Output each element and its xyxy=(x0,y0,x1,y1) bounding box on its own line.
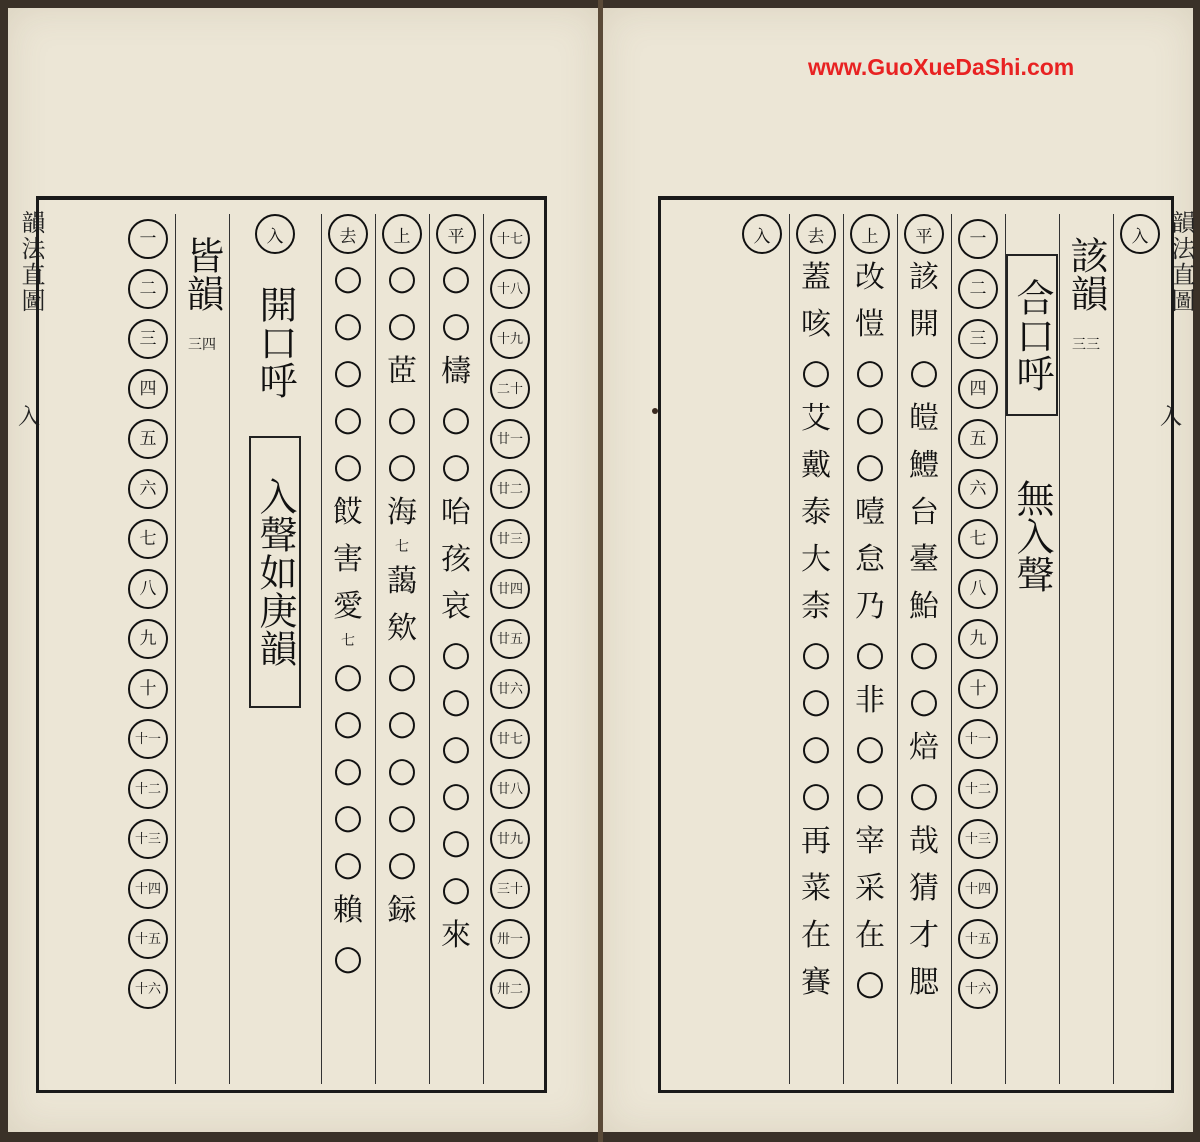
initial-number-slot xyxy=(956,814,1000,864)
rhyme-cell: ○ xyxy=(387,398,417,439)
watermark: www.GuoXueDaShi.com xyxy=(808,54,1075,80)
tone-circle: 去 xyxy=(796,214,836,254)
rhyme-cell: 才 xyxy=(909,917,939,953)
ru-tone-circle: 入 xyxy=(742,214,782,254)
rhyme-cell: 檮 xyxy=(441,353,471,389)
left-rhyme-name: 皆韻 xyxy=(180,236,224,312)
left-row-shang xyxy=(375,214,430,1084)
initial-number-slot xyxy=(956,614,1000,664)
rhyme-cell: 哉 xyxy=(909,823,939,859)
initial-number-slot xyxy=(126,714,170,764)
initial-number: 廿八 xyxy=(490,769,530,809)
rhyme-cell: 賴 xyxy=(333,892,363,928)
rhyme-cell: 該 xyxy=(909,259,939,295)
right-category-col xyxy=(1005,214,1060,1084)
rhyme-cell: 欸 xyxy=(387,610,417,646)
rhyme-cell: 台 xyxy=(909,494,939,530)
initial-number: 十一 xyxy=(128,719,168,759)
rhyme-cell: 在 xyxy=(801,917,831,953)
tone-circle: 平 xyxy=(436,214,476,254)
rhyme-cell: ○ xyxy=(801,727,831,768)
initial-number-slot xyxy=(488,264,532,314)
tone-circle: 上 xyxy=(382,214,422,254)
initial-number: 廿七 xyxy=(490,719,530,759)
category-label: 合口呼 xyxy=(1006,254,1058,416)
initial-number-slot xyxy=(956,464,1000,514)
initial-number: 二十 xyxy=(490,369,530,409)
rhyme-cell: ○ xyxy=(387,304,417,345)
initial-number: 四 xyxy=(128,369,168,409)
initial-number-slot xyxy=(488,664,532,714)
initial-number: 十二 xyxy=(128,769,168,809)
initial-number: 二 xyxy=(128,269,168,309)
initial-number-slot xyxy=(956,364,1000,414)
rhyme-cell: 開 xyxy=(909,306,939,342)
rhyme-cell: ○ xyxy=(333,445,363,486)
right-row-qu xyxy=(789,214,844,1084)
rhyme-cell: 愷 xyxy=(855,306,885,342)
initial-number-slot xyxy=(488,564,532,614)
rhyme-cell: ○ xyxy=(909,351,939,392)
rhyme-cell: ○ xyxy=(855,351,885,392)
initial-number-slot xyxy=(956,964,1000,1014)
rhyme-cell: ○ xyxy=(801,680,831,721)
book-gutter xyxy=(598,0,603,1142)
initial-number: 十八 xyxy=(490,269,530,309)
initial-number-slot xyxy=(126,264,170,314)
rhyme-cell: ○ xyxy=(441,680,471,721)
initial-number-slot xyxy=(488,614,532,664)
initial-number-slot xyxy=(126,214,170,264)
rhyme-cell: ○ xyxy=(855,774,885,815)
initial-number: 四 xyxy=(958,369,998,409)
rhyme-cell: ○ xyxy=(387,843,417,884)
initial-number-slot xyxy=(126,514,170,564)
initial-number: 十五 xyxy=(128,919,168,959)
left-number-col xyxy=(121,214,176,1084)
initial-number: 廿四 xyxy=(490,569,530,609)
initial-number-slot xyxy=(488,364,532,414)
rhyme-cell: 再 xyxy=(801,823,831,859)
rhyme-cell: ○ xyxy=(387,702,417,743)
rhyme-cell: 咳 xyxy=(801,306,831,342)
right-blank-col xyxy=(681,214,735,1084)
tone-circle: 平 xyxy=(904,214,944,254)
tone-circle: 上 xyxy=(850,214,890,254)
rhyme-cell: 哀 xyxy=(441,588,471,624)
initial-number: 五 xyxy=(128,419,168,459)
right-row-ping xyxy=(897,214,952,1084)
initial-number-slot xyxy=(488,964,532,1014)
rhyme-cell: ○ xyxy=(333,843,363,884)
rhyme-cell: ○ xyxy=(441,821,471,862)
left-row-qu xyxy=(321,214,376,1084)
rhyme-cell: ○ xyxy=(333,796,363,837)
initial-number: 十二 xyxy=(958,769,998,809)
rhyme-cell: 焙 xyxy=(909,729,939,765)
rhyme-cell: 愛 xyxy=(333,588,363,624)
initial-number-slot xyxy=(956,564,1000,614)
right-rhyme-table xyxy=(658,196,1174,1093)
rhyme-cell: 鮐 xyxy=(909,588,939,624)
edge-title-left: 韻法直圖 xyxy=(17,210,45,314)
initial-number: 十六 xyxy=(958,969,998,1009)
initial-number: 十四 xyxy=(128,869,168,909)
rhyme-cell: ○ xyxy=(441,445,471,486)
initial-number-slot xyxy=(956,414,1000,464)
initial-number: 十 xyxy=(958,669,998,709)
rhyme-cell: 咍 xyxy=(441,494,471,530)
edge-folio-right: 入 xyxy=(1160,405,1183,430)
initial-number: 十四 xyxy=(958,869,998,909)
rhyme-cell: 菜 xyxy=(801,870,831,906)
rhyme-cell: 蓋 xyxy=(801,259,831,295)
initial-number: 九 xyxy=(958,619,998,659)
left-number-col-top xyxy=(483,214,537,1084)
initial-number-slot xyxy=(488,314,532,364)
category-note: 無入聲 xyxy=(1010,479,1054,593)
left-row-ping xyxy=(429,214,484,1084)
initial-number-slot xyxy=(488,514,532,564)
initial-number: 卅一 xyxy=(490,919,530,959)
rhyme-cell: 藹 xyxy=(387,563,417,599)
tone-circle: 去 xyxy=(328,214,368,254)
initial-number: 十九 xyxy=(490,319,530,359)
rhyme-cell: 猜 xyxy=(909,870,939,906)
initial-number: 一 xyxy=(958,219,998,259)
left-category-note: 入聲如庚韻 xyxy=(249,436,301,708)
rhyme-cell: ○ xyxy=(441,633,471,674)
initial-number: 二 xyxy=(958,269,998,309)
rhyme-cell: ○ xyxy=(909,680,939,721)
right-number-col xyxy=(951,214,1006,1084)
rhyme-cell: 泰 xyxy=(801,494,831,530)
right-row-shang xyxy=(843,214,898,1084)
rhyme-cell: ○ xyxy=(387,749,417,790)
left-category-col xyxy=(229,214,322,1084)
header-circle: 入 xyxy=(1120,214,1160,254)
initial-number-slot xyxy=(126,914,170,964)
rhyme-cell: 乃 xyxy=(855,588,885,624)
rhyme-cell: ○ xyxy=(387,257,417,298)
rhyme-cell: ○ xyxy=(909,633,939,674)
edge-folio-left: 入 xyxy=(18,405,41,430)
initial-number-slot xyxy=(488,214,532,264)
initial-number: 七 xyxy=(958,519,998,559)
initial-number: 十七 xyxy=(490,219,530,259)
initial-number-slot xyxy=(126,564,170,614)
rhyme-note: 三三 xyxy=(1072,337,1100,353)
initial-number-slot xyxy=(956,314,1000,364)
rhyme-cell: 孩 xyxy=(441,541,471,577)
rhyme-cell: 怠 xyxy=(855,541,885,577)
rhyme-cell: ○ xyxy=(441,257,471,298)
rhyme-cell: 噎 xyxy=(855,494,885,530)
rhyme-cell: ○ xyxy=(333,702,363,743)
rhyme-cell: 海 xyxy=(387,494,417,530)
rhyme-cell: 改 xyxy=(855,259,885,295)
rhyme-cell: ○ xyxy=(387,796,417,837)
initial-number-slot xyxy=(488,814,532,864)
rhyme-cell: ○ xyxy=(387,655,417,696)
rhyme-cell: 戴 xyxy=(801,447,831,483)
initial-number-slot xyxy=(956,514,1000,564)
rhyme-cell: 非 xyxy=(855,682,885,718)
rhyme-cell: 茝 xyxy=(387,353,417,389)
initial-number: 十一 xyxy=(958,719,998,759)
rhyme-cell: 餀 xyxy=(333,494,363,530)
left-rhyme-table xyxy=(36,196,547,1093)
initial-number-slot xyxy=(126,764,170,814)
rhyme-cell: ○ xyxy=(855,727,885,768)
rhyme-cell: 七 xyxy=(341,633,355,649)
initial-number: 三 xyxy=(128,319,168,359)
rhyme-cell: 宰 xyxy=(855,823,885,859)
rhyme-cell: ○ xyxy=(441,868,471,909)
right-title-col xyxy=(1059,214,1114,1084)
rhyme-cell: 害 xyxy=(333,541,363,577)
rhyme-cell: ○ xyxy=(855,398,885,439)
rhyme-cell: ○ xyxy=(855,633,885,674)
rhyme-cell: 銢 xyxy=(387,892,417,928)
left-title-col xyxy=(175,214,230,1084)
initial-number: 七 xyxy=(128,519,168,559)
initial-number-slot xyxy=(126,614,170,664)
rhyme-cell: 七 xyxy=(395,539,409,555)
initial-number: 廿六 xyxy=(490,669,530,709)
left-category-label: 開口呼 xyxy=(253,285,297,399)
rhyme-cell: 艾 xyxy=(801,400,831,436)
rhyme-cell: ○ xyxy=(333,351,363,392)
initial-number-slot xyxy=(488,764,532,814)
rhyme-cell: ○ xyxy=(441,774,471,815)
rhyme-cell: ○ xyxy=(333,655,363,696)
initial-number: 五 xyxy=(958,419,998,459)
initial-number-slot xyxy=(126,314,170,364)
initial-number: 廿一 xyxy=(490,419,530,459)
initial-number-slot xyxy=(956,764,1000,814)
initial-number: 三十 xyxy=(490,869,530,909)
right-row-ru xyxy=(735,214,790,1084)
rhyme-cell: 腮 xyxy=(909,964,939,1000)
rhyme-cell: ○ xyxy=(441,727,471,768)
initial-number: 廿二 xyxy=(490,469,530,509)
rhyme-cell: 皚 xyxy=(909,400,939,436)
rhyme-cell: 鱧 xyxy=(909,447,939,483)
initial-number-slot xyxy=(126,814,170,864)
rhyme-cell: ○ xyxy=(801,351,831,392)
rhyme-cell: 來 xyxy=(441,917,471,953)
initial-number-slot xyxy=(126,414,170,464)
initial-number: 十三 xyxy=(128,819,168,859)
rhyme-cell: ○ xyxy=(855,962,885,1003)
rhyme-cell: 臺 xyxy=(909,541,939,577)
initial-number: 廿五 xyxy=(490,619,530,659)
rhyme-cell: ○ xyxy=(441,304,471,345)
rhyme-name: 該韻 xyxy=(1064,236,1108,312)
initial-number: 十 xyxy=(128,669,168,709)
rhyme-cell: ○ xyxy=(801,774,831,815)
initial-number: 九 xyxy=(128,619,168,659)
initial-number-slot xyxy=(126,964,170,1014)
initial-number: 六 xyxy=(128,469,168,509)
left-blank-col xyxy=(67,214,121,1084)
initial-number: 十五 xyxy=(958,919,998,959)
rhyme-cell: ○ xyxy=(333,304,363,345)
initial-number-slot xyxy=(126,464,170,514)
rhyme-cell: 大 xyxy=(801,541,831,577)
right-header-col xyxy=(1113,214,1167,1084)
initial-number-slot xyxy=(956,864,1000,914)
initial-number-slot xyxy=(488,714,532,764)
initial-number-slot xyxy=(488,864,532,914)
edge-title-right: 韻法直圖 xyxy=(1167,210,1195,314)
rhyme-cell: 在 xyxy=(855,917,885,953)
initial-number-slot xyxy=(956,714,1000,764)
initial-number-slot xyxy=(488,914,532,964)
initial-number-slot xyxy=(126,364,170,414)
initial-number: 一 xyxy=(128,219,168,259)
rhyme-cell: ○ xyxy=(333,257,363,298)
initial-number: 八 xyxy=(128,569,168,609)
rhyme-cell: ○ xyxy=(909,774,939,815)
rhyme-cell: 柰 xyxy=(801,588,831,624)
rhyme-cell: 賽 xyxy=(801,964,831,1000)
initial-number-slot xyxy=(956,214,1000,264)
rhyme-cell: 采 xyxy=(855,870,885,906)
initial-number: 廿九 xyxy=(490,819,530,859)
left-rhyme-note: 三四 xyxy=(188,337,216,353)
initial-number: 三 xyxy=(958,319,998,359)
initial-number-slot xyxy=(126,664,170,714)
left-header-circle: 入 xyxy=(255,214,295,254)
initial-number-slot xyxy=(956,664,1000,714)
rhyme-cell: ○ xyxy=(387,445,417,486)
rhyme-cell: ○ xyxy=(333,398,363,439)
initial-number-slot xyxy=(126,864,170,914)
initial-number-slot xyxy=(956,914,1000,964)
initial-number: 六 xyxy=(958,469,998,509)
initial-number-slot xyxy=(488,464,532,514)
initial-number-slot xyxy=(488,414,532,464)
initial-number: 八 xyxy=(958,569,998,609)
initial-number: 廿三 xyxy=(490,519,530,559)
rhyme-cell: ○ xyxy=(441,398,471,439)
rhyme-cell: ○ xyxy=(801,633,831,674)
initial-number: 十三 xyxy=(958,819,998,859)
rhyme-cell: ○ xyxy=(333,937,363,978)
rhyme-cell: ○ xyxy=(333,749,363,790)
initial-number-slot xyxy=(956,264,1000,314)
initial-number: 十六 xyxy=(128,969,168,1009)
rhyme-cell: ○ xyxy=(855,445,885,486)
initial-number: 卅二 xyxy=(490,969,530,1009)
